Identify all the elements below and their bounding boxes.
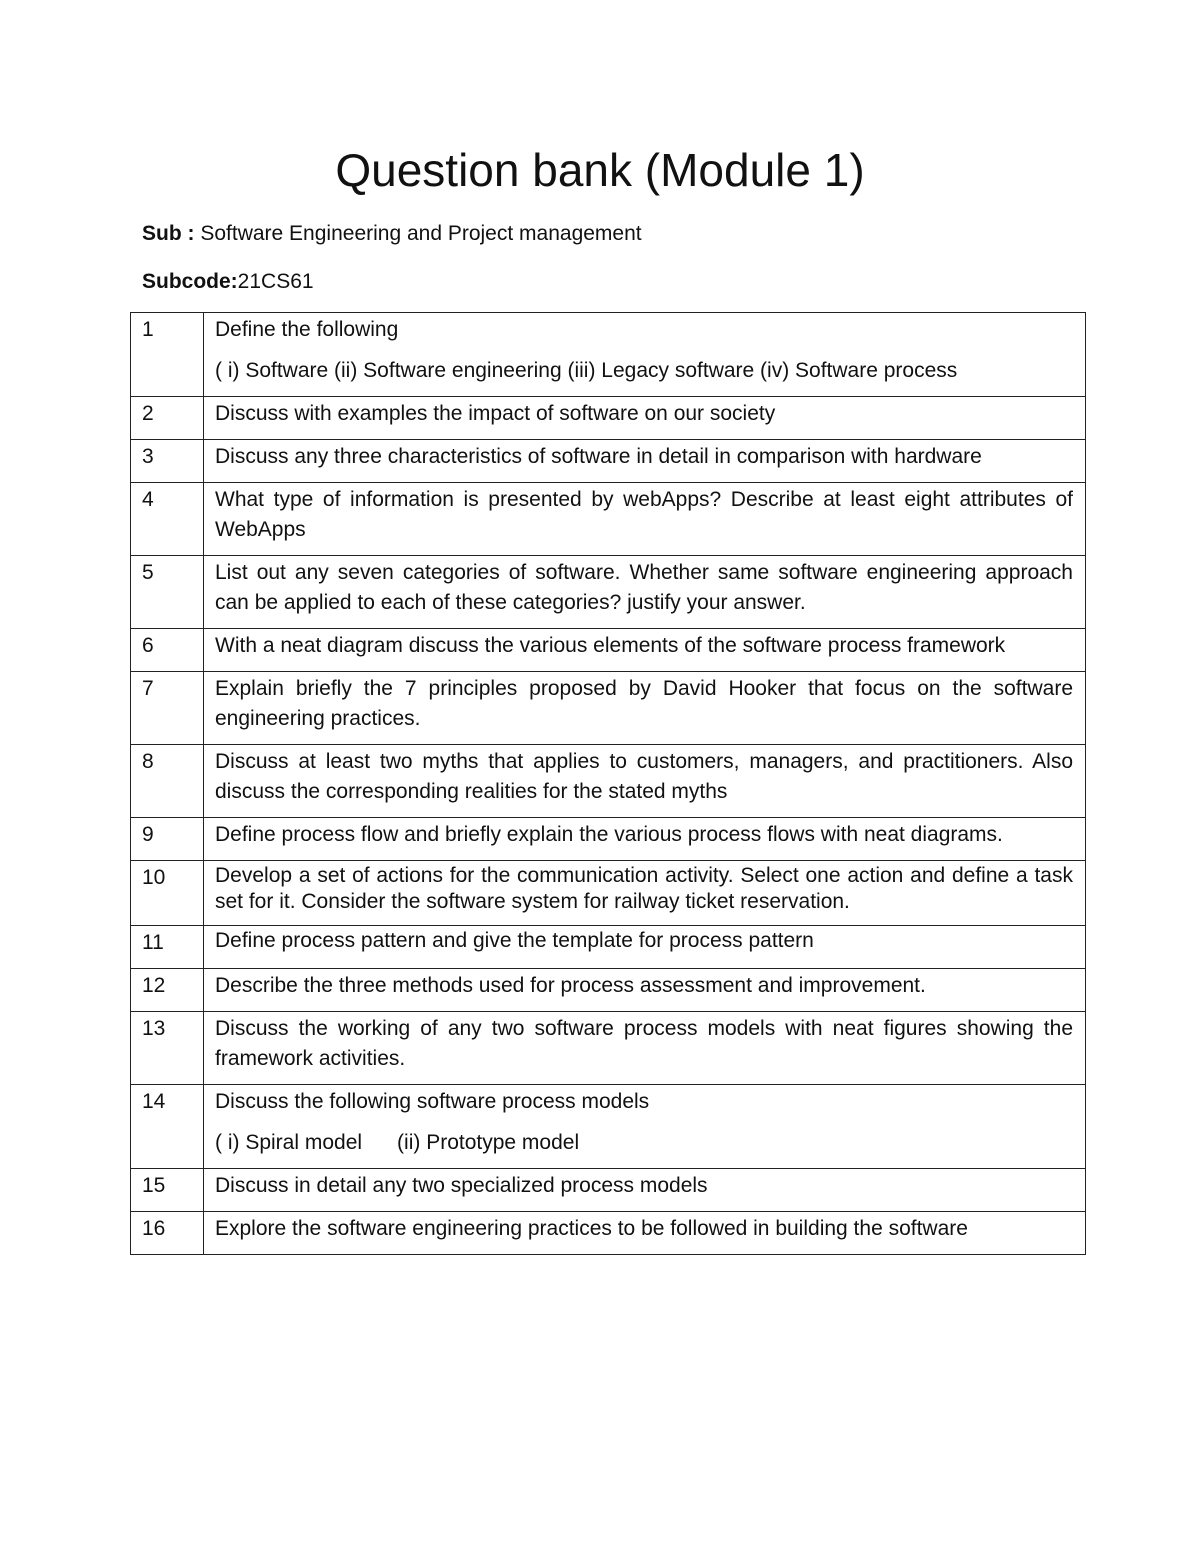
question-number: 7 bbox=[131, 672, 204, 745]
subject-label: Sub : bbox=[142, 222, 195, 245]
question-number: 11 bbox=[131, 926, 204, 969]
table-row bbox=[131, 672, 1086, 745]
table-row bbox=[131, 629, 1086, 672]
table-row bbox=[131, 861, 1086, 926]
question-number: 13 bbox=[131, 1012, 204, 1085]
page-title: Question bank (Module 1) bbox=[335, 144, 865, 196]
question-text: Discuss any three characteristics of software in detail in comparison with hardware bbox=[204, 440, 1086, 483]
question-number: 15 bbox=[131, 1169, 204, 1212]
subject-line bbox=[142, 220, 642, 248]
question-text: With a neat diagram discuss the various elements of the software process framework bbox=[204, 629, 1086, 672]
subject-value: Software Engineering and Project management bbox=[200, 222, 642, 245]
table-row bbox=[131, 440, 1086, 483]
table-row bbox=[131, 1085, 1086, 1169]
question-text: Describe the three methods used for process assessment and improvement. bbox=[204, 969, 1086, 1012]
subcode-line bbox=[142, 268, 314, 296]
question-subparts: ( i) Software (ii) Software engineering (iii) Legacy software (iv) Software process bbox=[215, 359, 958, 382]
question-text: Discuss with examples the impact of software on our society bbox=[204, 397, 1086, 440]
question-text: Define process pattern and give the template for process pattern bbox=[204, 926, 1086, 969]
question-text bbox=[204, 313, 1086, 397]
question-main: Discuss the following software process models bbox=[215, 1090, 650, 1113]
table-row bbox=[131, 313, 1086, 397]
question-number: 6 bbox=[131, 629, 204, 672]
question-number: 12 bbox=[131, 969, 204, 1012]
question-number: 8 bbox=[131, 745, 204, 818]
question-text: Explain briefly the 7 principles proposed by David Hooker that focus on the software engineering practices. bbox=[204, 672, 1086, 745]
question-subparts: ( i) Spiral model (ii) Prototype model bbox=[215, 1131, 580, 1154]
question-table bbox=[130, 312, 1086, 1255]
question-number: 2 bbox=[131, 397, 204, 440]
question-number: 9 bbox=[131, 818, 204, 861]
question-number: 16 bbox=[131, 1212, 204, 1255]
question-main: Define the following bbox=[215, 318, 399, 341]
question-text: Explore the software engineering practices to be followed in building the software bbox=[204, 1212, 1086, 1255]
subcode-label: Subcode: bbox=[142, 270, 238, 293]
question-text: List out any seven categories of software. Whether same software engineering approach can be applied to each of these categories? justify your answer. bbox=[204, 556, 1086, 629]
question-number: 5 bbox=[131, 556, 204, 629]
question-text: Discuss the working of any two software process models with neat figures showing the framework activities. bbox=[204, 1012, 1086, 1085]
question-text: What type of information is presented by webApps? Describe at least eight attributes of WebApps bbox=[204, 483, 1086, 556]
table-row bbox=[131, 818, 1086, 861]
question-text: Develop a set of actions for the communication activity. Select one action and define a task set for it. Consider the software system for railway ticket reservation. bbox=[204, 861, 1086, 926]
subcode-value: 21CS61 bbox=[237, 270, 314, 293]
table-row bbox=[131, 969, 1086, 1012]
question-text: Define process flow and briefly explain the various process flows with neat diagrams. bbox=[204, 818, 1086, 861]
table-row bbox=[131, 1012, 1086, 1085]
question-number: 14 bbox=[131, 1085, 204, 1169]
table-row bbox=[131, 556, 1086, 629]
question-number: 4 bbox=[131, 483, 204, 556]
question-text: Discuss in detail any two specialized process models bbox=[204, 1169, 1086, 1212]
table-row bbox=[131, 483, 1086, 556]
table-row bbox=[131, 926, 1086, 969]
question-text bbox=[204, 1085, 1086, 1169]
table-row bbox=[131, 1212, 1086, 1255]
question-number: 3 bbox=[131, 440, 204, 483]
table-row bbox=[131, 1169, 1086, 1212]
question-number: 1 bbox=[131, 313, 204, 397]
question-text: Discuss at least two myths that applies to customers, managers, and practitioners. Also discuss the corresponding realities for the stated myths bbox=[204, 745, 1086, 818]
table-row bbox=[131, 397, 1086, 440]
table-row bbox=[131, 745, 1086, 818]
question-number: 10 bbox=[131, 861, 204, 926]
